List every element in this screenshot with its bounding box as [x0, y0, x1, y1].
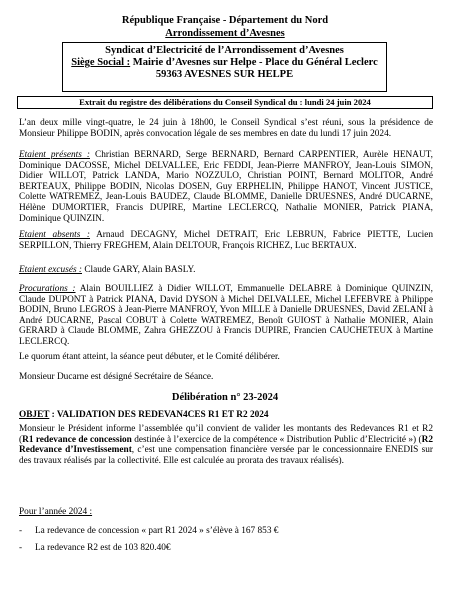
objet-line — [19, 410, 269, 420]
republique-line: République Française - Département du Nord — [121, 15, 329, 26]
arrondissement-line: Arrondissement d’Avesnes — [165, 28, 285, 39]
extract-title-box — [17, 96, 433, 109]
ville-line: 59363 AVESNES SUR HELPE — [155, 69, 294, 80]
siege-label: Siège Social : — [71, 57, 131, 68]
bullet-dash: - — [19, 543, 23, 553]
present-label: Etaient présents : — [19, 150, 90, 160]
syndicat-header-box — [62, 42, 387, 92]
president-text-2: destinée à l’exercice de la compétence « Distribution Public d’Electricité ») ( — [131, 434, 422, 445]
excuses-label: Etaient excusés : — [19, 265, 82, 275]
procurations-list: Alain BOUILLIEZ à Didier WILLOT, Emmanuelle DELABRE à Dominique QUINZIN, Claude DUPONT à Patrick PIANA, David DYSON à Michel DELVALLEE, Michel LEFEBVRE à Philippe BODIN, Bruno LEGROS à Jean-Pierre MANFROY, Yvon MILLE à Danielle DRUESNES, David ZELANI à André DUCARNE, Pascal COBUT à Colette WATREMEZ, Benoît GUIOST à Nathalie MONIER, Alain GERARD à Claude BLOMME, Zahra GHEZZOU à Francis DUPIRE, Francien CAUCHETEUX à Martine LECLERCQ. — [19, 284, 433, 347]
absent-paragraph — [19, 230, 433, 251]
deliberation-title: Délibération n° 23-2024 — [171, 392, 279, 403]
bullet-item-r1 — [19, 526, 278, 536]
president-paragraph — [19, 424, 433, 466]
present-list: Christian BERNARD, Serge BERNARD, Bernard CARPENTIER, Aurèle HENAUT, Dominique DACOSSE, Michel DELVALLEE, Eric FEDDI, Jean-Pierre MANFROY, Jean-Louis SIMON, Didier WILLOT, Patrick LANDA, Mario NOZZULO, Christian POINT, Bernard MOLITOR, André BERTEAUX, Philippe BODIN, Nicolas DOSEN, Guy ERPHELIN, Philippe HANOT, Vincent JUSTICE, Colette WATREMEZ, Jean-Louis BAUDEZ, Claude BLOMME, Danielle DRUESNES, André DUCARNE, Hélène DUMORTIER, Francis DUPIRE, Martine LECLERCQ, Nathalie MONIER, Patrick PIANA, Dominique QUINZIN. — [19, 150, 433, 224]
annee-heading: Pour l’année 2024 : — [19, 507, 93, 517]
president-text-1: Monsieur le Président informe l’assemblée qu’il convient de valider les montants des Redevances R1 et R2 ( — [19, 424, 433, 445]
siege-social-line — [63, 57, 386, 68]
objet-label: OBJET — [19, 410, 50, 420]
president-text-3: , c’est une compensation financière versée par le concessionnaire ENEDIS sur des travaux réalisés par la collectivité. Elle est calculée au prorata des travaux réalisés). — [19, 445, 434, 466]
procurations-paragraph — [19, 284, 433, 348]
procurations-label: Procurations : — [19, 284, 76, 294]
absent-list: Arnaud DECAGNY, Michel DETRAIT, Eric LEBRUN, Fabrice PIETTE, Lucien SERPILLON, Thierry FREGHEM, Alain DELTOUR, François RICHEZ, Luc BERTAUX. — [19, 230, 433, 251]
syndicat-name: Syndicat d’Electricité de l’Arrondissement d’Avesnes — [105, 45, 344, 56]
bullet-item-r2 — [19, 543, 171, 553]
bullet-dash: - — [19, 526, 23, 536]
r2-definition: R2 Redevance d’Investissement — [19, 434, 433, 456]
r1-definition: R1 redevance de concession — [22, 434, 132, 445]
absent-label: Etaient absents : — [19, 230, 91, 240]
quorum-paragraph: Le quorum étant atteint, la séance peut débuter, et le Comité délibérer. — [19, 352, 280, 362]
extract-title: Extrait du registre des délibérations du Conseil Syndical du : lundi 24 juin 2024 — [79, 97, 371, 107]
present-paragraph — [19, 150, 433, 224]
bullet-text: La redevance de concession « part R1 2024 » s’élève à 167 853 € — [35, 526, 279, 536]
bullet-text: La redevance R2 est de 103 820.40€ — [35, 543, 171, 553]
objet-text: : VALIDATION DES REDEVAN4CES R1 ET R2 2024 — [49, 410, 269, 420]
siege-value: Mairie d’Avesnes sur Helpe - Place du Général Leclerc — [130, 57, 378, 68]
excuses-list: Claude GARY, Alain BASLY. — [82, 265, 196, 275]
excuses-paragraph — [19, 265, 433, 276]
secretaire-paragraph: Monsieur Ducarne est désigné Secrétaire de Séance. — [19, 372, 214, 382]
intro-paragraph: L’an deux mille vingt-quatre, le 24 juin à 18h00, le Conseil Syndical s’est réuni, sous la présidence de Monsieur Philippe BODIN, après convocation légale de ses membres en date du lundi 17 juin 2024. — [19, 118, 433, 139]
